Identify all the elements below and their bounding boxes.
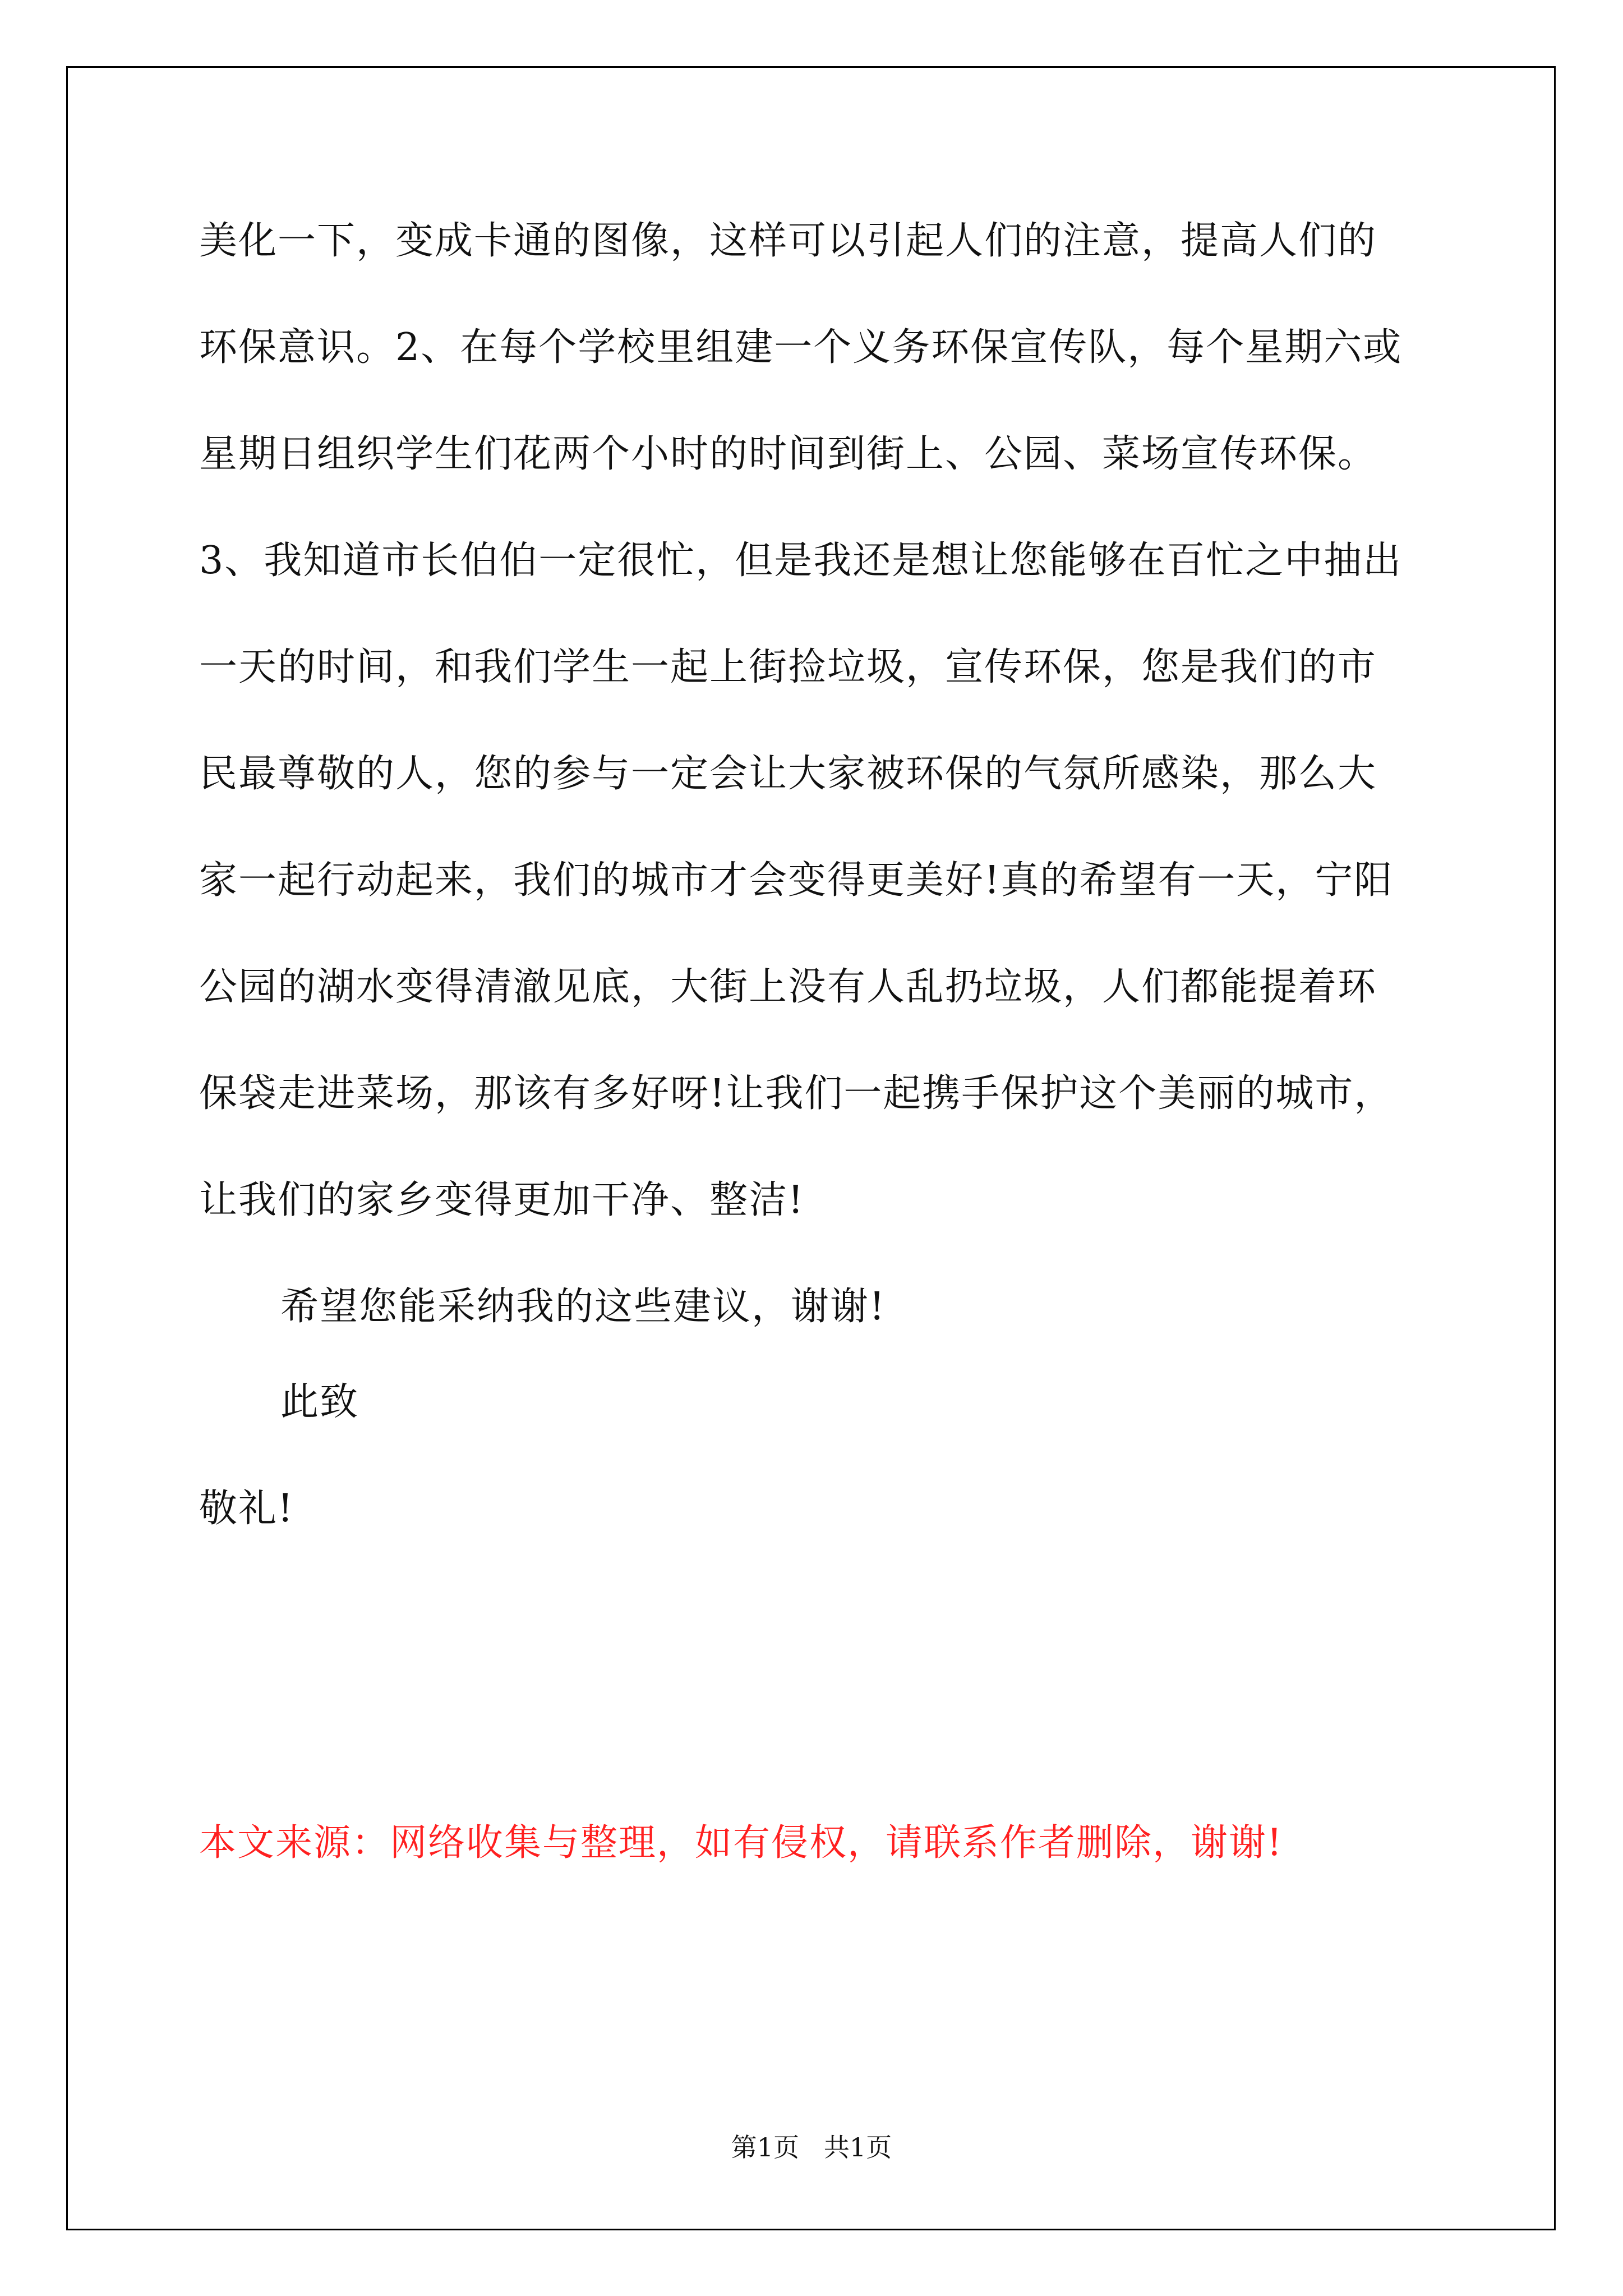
- body-line-3: 星期日组织学生们花两个小时的时间到街上、公园、菜场宣传环保。: [199, 432, 1377, 476]
- body-line-8: 公园的湖水变得清澈见底，大街上没有人乱扔垃圾，人们都能提着环: [199, 965, 1377, 1009]
- body-line-1: 美化一下，变成卡通的图像，这样可以引起人们的注意，提高人们的: [199, 219, 1377, 263]
- body-line-2: 环保意识。2、在每个学校里组建一个义务环保宣传队，每个星期六或: [199, 325, 1403, 370]
- page-footer: 第1页 共1页: [731, 2132, 892, 2162]
- closing-regards: 敬礼!: [199, 1487, 294, 1531]
- closing-hope: 希望您能采纳我的这些建议，谢谢!: [280, 1285, 886, 1329]
- body-line-9: 保袋走进菜场，那该有多好呀!让我们一起携手保护这个美丽的城市，: [199, 1071, 1394, 1116]
- body-line-7: 家一起行动起来，我们的城市才会变得更美好!真的希望有一天，宁阳: [199, 858, 1394, 903]
- body-line-6: 民最尊敬的人，您的参与一定会让大家被环保的气氛所感染，那么大: [199, 752, 1377, 796]
- body-line-4: 3、我知道市长伯伯一定很忙，但是我还是想让您能够在百忙之中抽出: [199, 539, 1403, 583]
- body-line-5: 一天的时间，和我们学生一起上街捡垃圾，宣传环保，您是我们的市: [199, 645, 1377, 689]
- letter-body: [199, 219, 1433, 1616]
- source-note: 本文来源：网络收集与整理，如有侵权，请联系作者删除，谢谢!: [199, 1821, 1283, 1864]
- closing-salutation: 此致: [280, 1380, 359, 1424]
- body-line-10: 让我们的家乡变得更加干净、整洁!: [199, 1178, 805, 1222]
